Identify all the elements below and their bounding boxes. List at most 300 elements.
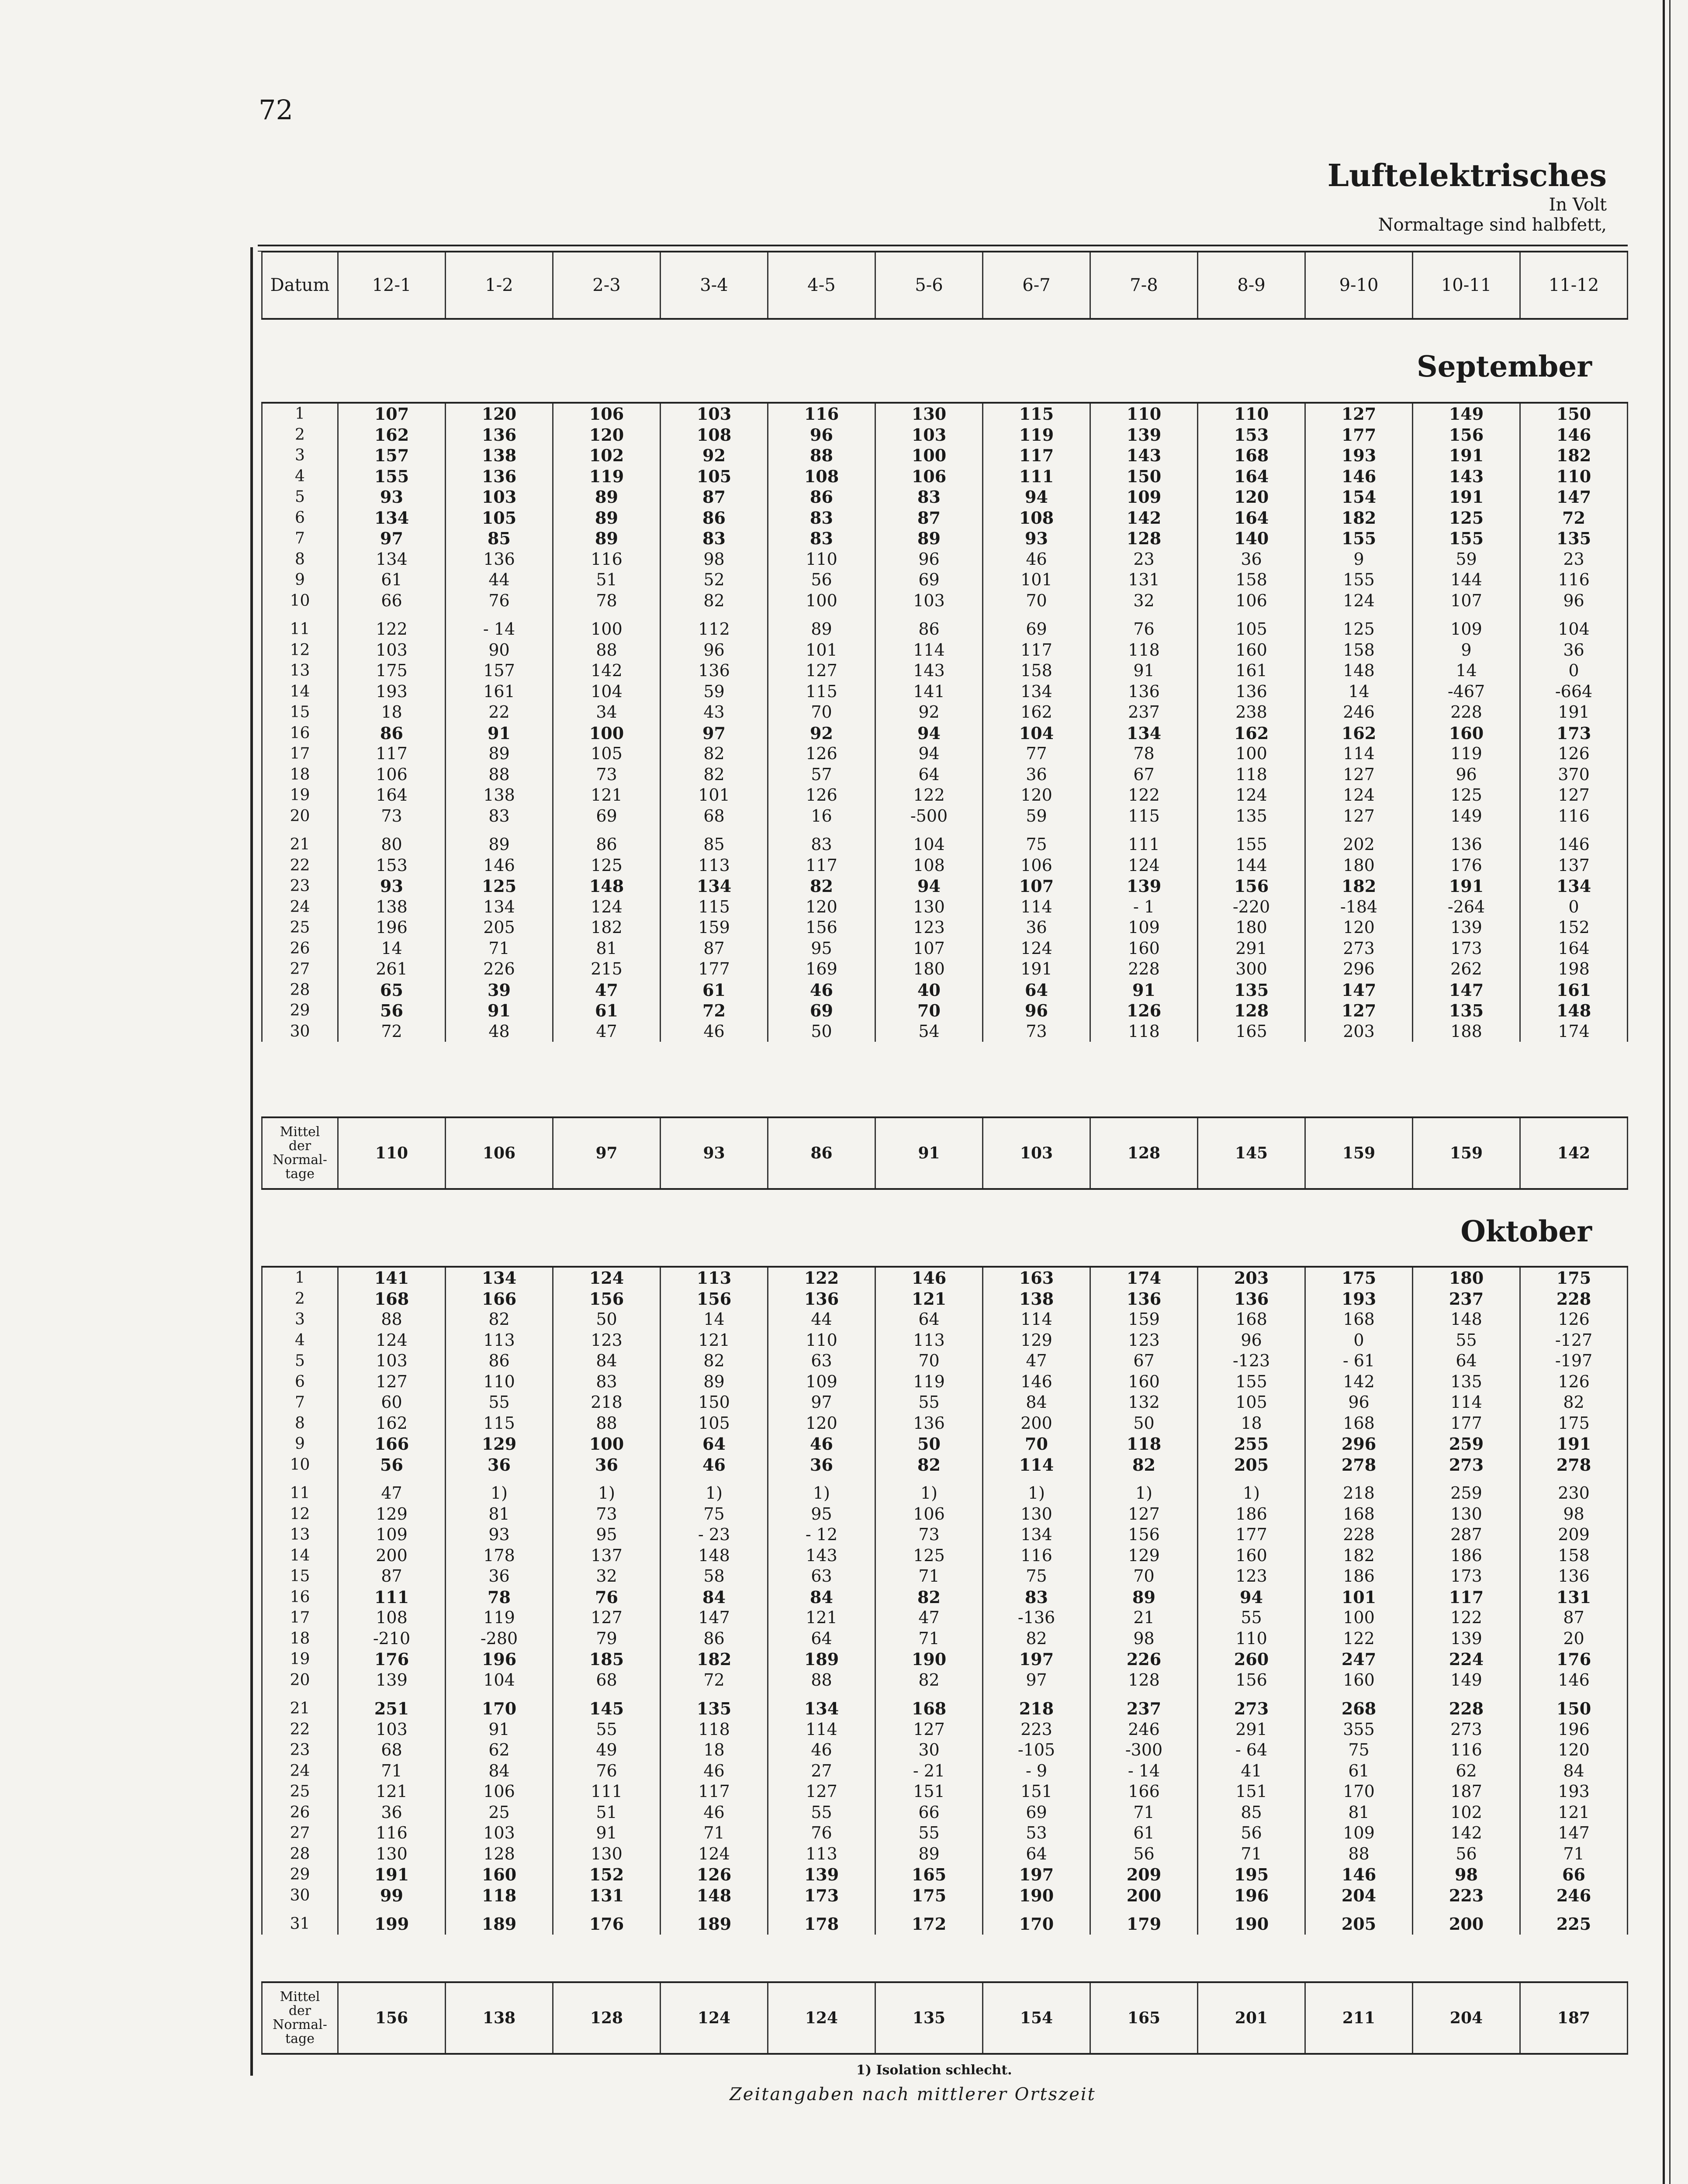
value-cell: 69 — [768, 1000, 875, 1021]
value-cell: 119 — [446, 1607, 553, 1628]
value-cell: 122 — [875, 785, 983, 806]
value-cell: 89 — [1090, 1587, 1198, 1608]
value-cell: 230 — [1520, 1483, 1628, 1504]
value-cell: 182 — [1305, 1545, 1413, 1566]
day-cell: 28 — [262, 980, 338, 1001]
value-cell: 156 — [1413, 425, 1520, 446]
value-cell: 34 — [553, 702, 661, 723]
value-cell: 161 — [446, 681, 553, 702]
value-cell: 104 — [1520, 619, 1628, 640]
value-cell: 146 — [1520, 834, 1628, 855]
value-cell: 84 — [983, 1392, 1090, 1413]
value-cell: 84 — [768, 1587, 875, 1608]
value-cell: 63 — [768, 1566, 875, 1587]
value-cell: 186 — [1305, 1566, 1413, 1587]
value-cell: 121 — [768, 1607, 875, 1628]
value-cell: 122 — [338, 619, 446, 640]
value-cell: 46 — [983, 549, 1090, 570]
table-left-rule — [250, 247, 253, 2076]
value-cell: 126 — [768, 743, 875, 764]
value-cell: 56 — [768, 570, 875, 591]
value-cell: 124 — [553, 1267, 661, 1289]
value-cell: 200 — [1413, 1914, 1520, 1935]
value-cell: 158 — [983, 660, 1090, 681]
value-cell: 151 — [875, 1781, 983, 1802]
value-cell: 69 — [553, 806, 661, 827]
value-cell: 89 — [446, 743, 553, 764]
value-cell: - 21 — [875, 1761, 983, 1782]
value-cell: 175 — [338, 660, 446, 681]
value-cell: 95 — [768, 938, 875, 959]
value-cell: 138 — [983, 1289, 1090, 1310]
value-cell: 1) — [1198, 1483, 1305, 1504]
mean-value-cell: 103 — [983, 1117, 1090, 1189]
normal-days-note: Normaltage sind halbfett, — [1378, 215, 1607, 235]
value-cell: 168 — [338, 1289, 446, 1310]
value-cell: 182 — [661, 1649, 768, 1670]
day-cell: 31 — [262, 1914, 338, 1935]
day-cell: 24 — [262, 897, 338, 918]
value-cell: 162 — [983, 702, 1090, 723]
page-title: Luftelektrisches — [1327, 157, 1607, 194]
table-row — [262, 1289, 1628, 1310]
value-cell: 14 — [1413, 660, 1520, 681]
value-cell: 89 — [553, 508, 661, 529]
mean-label-line: der — [288, 2003, 311, 2018]
value-cell: 127 — [768, 660, 875, 681]
footnote: 1) Isolation schlecht. — [856, 2063, 1012, 2078]
value-cell: 142 — [1413, 1823, 1520, 1844]
value-cell: 125 — [1305, 619, 1413, 640]
value-cell: 146 — [983, 1372, 1090, 1393]
value-cell: 128 — [446, 1844, 553, 1865]
value-cell: 131 — [553, 1885, 661, 1906]
day-cell: 10 — [262, 1455, 338, 1476]
value-cell: 153 — [1198, 425, 1305, 446]
mean-value-cell: 204 — [1413, 1982, 1520, 2054]
value-cell: 174 — [1090, 1267, 1198, 1289]
value-cell: 131 — [1090, 570, 1198, 591]
value-cell: 14 — [338, 938, 446, 959]
value-cell: 101 — [661, 785, 768, 806]
value-cell: 47 — [553, 1021, 661, 1042]
value-cell: 218 — [1305, 1483, 1413, 1504]
value-cell: 136 — [1520, 1566, 1628, 1587]
value-cell: 96 — [1198, 1330, 1305, 1351]
value-cell: 75 — [983, 1566, 1090, 1587]
value-cell: 159 — [1090, 1309, 1198, 1330]
value-cell: 238 — [1198, 702, 1305, 723]
value-cell: 191 — [1413, 487, 1520, 508]
value-cell: 129 — [1090, 1545, 1198, 1566]
value-cell: 67 — [1090, 764, 1198, 785]
table-row — [262, 1309, 1628, 1330]
day-cell: 2 — [262, 1289, 338, 1310]
value-cell: 104 — [983, 723, 1090, 744]
value-cell: 66 — [875, 1802, 983, 1823]
value-cell: 49 — [553, 1740, 661, 1761]
value-cell: 175 — [1520, 1267, 1628, 1289]
value-cell: 228 — [1520, 1289, 1628, 1310]
value-cell: 246 — [1090, 1719, 1198, 1740]
value-cell: 54 — [875, 1021, 983, 1042]
value-cell: 94 — [875, 723, 983, 744]
value-cell: 32 — [553, 1566, 661, 1587]
value-cell: 136 — [768, 1289, 875, 1310]
value-cell: 96 — [768, 425, 875, 446]
value-cell: 70 — [875, 1351, 983, 1372]
value-cell: 124 — [1090, 855, 1198, 876]
value-cell: 103 — [446, 487, 553, 508]
table-row — [262, 1021, 1628, 1042]
day-cell: 4 — [262, 1330, 338, 1351]
value-cell: 98 — [1090, 1628, 1198, 1649]
mean-value-cell: 110 — [338, 1117, 446, 1189]
value-cell: 156 — [1198, 876, 1305, 897]
value-cell: 85 — [661, 834, 768, 855]
value-cell: 101 — [983, 570, 1090, 591]
table-row — [262, 466, 1628, 487]
value-cell: 30 — [875, 1740, 983, 1761]
value-cell: 14 — [1305, 681, 1413, 702]
value-cell: 278 — [1520, 1455, 1628, 1476]
value-cell: 156 — [1198, 1670, 1305, 1691]
value-cell: 218 — [983, 1698, 1090, 1719]
table-row — [262, 1607, 1628, 1628]
value-cell: 23 — [1520, 549, 1628, 570]
value-cell: 86 — [338, 723, 446, 744]
value-cell: 116 — [1520, 570, 1628, 591]
value-cell: 9 — [1413, 640, 1520, 661]
value-cell: 149 — [1413, 1670, 1520, 1691]
value-cell: 56 — [338, 1000, 446, 1021]
mean-row — [262, 1982, 1628, 2054]
value-cell: 166 — [446, 1289, 553, 1310]
value-cell: 205 — [1305, 1914, 1413, 1935]
value-cell: 135 — [1413, 1000, 1520, 1021]
value-cell: 67 — [1090, 1351, 1198, 1372]
value-cell: 76 — [768, 1823, 875, 1844]
value-cell: 146 — [446, 855, 553, 876]
value-cell: 81 — [1305, 1802, 1413, 1823]
value-cell: - 23 — [661, 1524, 768, 1545]
hour-column-header: 12-1 — [338, 252, 446, 319]
value-cell: 135 — [1198, 806, 1305, 827]
value-cell: 27 — [768, 1761, 875, 1782]
value-cell: 103 — [446, 1823, 553, 1844]
value-cell: 110 — [446, 1372, 553, 1393]
value-cell: 106 — [875, 1504, 983, 1525]
value-cell: 95 — [768, 1504, 875, 1525]
value-cell: 177 — [661, 959, 768, 980]
value-cell: 118 — [446, 1885, 553, 1906]
value-cell: 176 — [338, 1649, 446, 1670]
value-cell: 209 — [1090, 1864, 1198, 1885]
value-cell: 191 — [1520, 702, 1628, 723]
value-cell: 71 — [446, 938, 553, 959]
value-cell: 88 — [768, 445, 875, 466]
value-cell: 80 — [338, 834, 446, 855]
value-cell: 55 — [446, 1392, 553, 1413]
mean-row-table — [261, 1981, 1628, 2055]
value-cell: 150 — [661, 1392, 768, 1413]
day-cell: 18 — [262, 1628, 338, 1649]
value-cell: 89 — [875, 528, 983, 549]
value-cell: 0 — [1520, 897, 1628, 918]
value-cell: 202 — [1305, 834, 1413, 855]
day-cell: 17 — [262, 743, 338, 764]
value-cell: 104 — [446, 1670, 553, 1691]
value-cell: 86 — [768, 487, 875, 508]
value-cell: - 14 — [446, 619, 553, 640]
mean-value-cell: 187 — [1520, 1982, 1628, 2054]
value-cell: 68 — [661, 806, 768, 827]
value-cell: 66 — [1520, 1864, 1628, 1885]
value-cell: 162 — [338, 1413, 446, 1434]
table-row — [262, 619, 1628, 640]
value-cell: 114 — [983, 897, 1090, 918]
value-cell: 46 — [768, 980, 875, 1001]
value-cell: 36 — [1520, 640, 1628, 661]
value-cell: 46 — [661, 1455, 768, 1476]
value-cell: 90 — [446, 640, 553, 661]
value-cell: 127 — [338, 1372, 446, 1393]
table-row — [262, 1844, 1628, 1865]
value-cell: 136 — [1090, 1289, 1198, 1310]
hour-column-header: 3-4 — [661, 252, 768, 319]
value-cell: 148 — [1305, 660, 1413, 681]
value-cell: 83 — [875, 487, 983, 508]
value-cell: 88 — [446, 764, 553, 785]
value-cell: 191 — [1520, 1434, 1628, 1455]
value-cell: 193 — [1305, 1289, 1413, 1310]
value-cell: 128 — [1090, 1670, 1198, 1691]
value-cell: 113 — [875, 1330, 983, 1351]
value-cell: 71 — [338, 1761, 446, 1782]
value-cell: 1) — [553, 1483, 661, 1504]
value-cell: 160 — [446, 1864, 553, 1885]
value-cell: 196 — [1520, 1719, 1628, 1740]
value-cell: 106 — [1198, 591, 1305, 612]
day-cell: 11 — [262, 1483, 338, 1504]
mean-value-cell: 128 — [553, 1982, 661, 2054]
value-cell: 109 — [768, 1372, 875, 1393]
value-cell: 228 — [1413, 1698, 1520, 1719]
table-row — [262, 487, 1628, 508]
value-cell: 273 — [1198, 1698, 1305, 1719]
value-cell: 143 — [875, 660, 983, 681]
value-cell: 70 — [875, 1000, 983, 1021]
value-cell: 165 — [1198, 1021, 1305, 1042]
day-cell: 26 — [262, 938, 338, 959]
value-cell: 168 — [1305, 1413, 1413, 1434]
value-cell: 146 — [1305, 1864, 1413, 1885]
value-cell: 62 — [446, 1740, 553, 1761]
value-cell: 111 — [553, 1781, 661, 1802]
day-cell: 11 — [262, 619, 338, 640]
value-cell: 163 — [983, 1267, 1090, 1289]
value-cell: 176 — [1520, 1649, 1628, 1670]
value-cell: 18 — [661, 1740, 768, 1761]
day-cell: 17 — [262, 1607, 338, 1628]
value-cell: 155 — [1198, 834, 1305, 855]
value-cell: 130 — [553, 1844, 661, 1865]
value-cell: 87 — [875, 508, 983, 529]
table-row — [262, 1372, 1628, 1393]
table-row — [262, 743, 1628, 764]
value-cell: 100 — [553, 619, 661, 640]
value-cell: 259 — [1413, 1434, 1520, 1455]
value-cell: 75 — [983, 834, 1090, 855]
value-cell: 168 — [875, 1698, 983, 1719]
value-cell: 155 — [1305, 570, 1413, 591]
day-cell: 15 — [262, 702, 338, 723]
value-cell: 64 — [1413, 1351, 1520, 1372]
value-cell: 123 — [875, 917, 983, 938]
value-cell: 134 — [768, 1698, 875, 1719]
day-cell: 7 — [262, 528, 338, 549]
value-cell: 103 — [661, 403, 768, 425]
value-cell: 82 — [875, 1587, 983, 1608]
value-cell: 147 — [1520, 487, 1628, 508]
value-cell: 116 — [768, 403, 875, 425]
value-cell: -467 — [1413, 681, 1520, 702]
value-cell: 93 — [983, 528, 1090, 549]
day-cell: 23 — [262, 876, 338, 897]
value-cell: 124 — [1305, 785, 1413, 806]
table-row — [262, 855, 1628, 876]
value-cell: 94 — [1198, 1587, 1305, 1608]
mean-value-cell: 138 — [446, 1982, 553, 2054]
value-cell: 124 — [1305, 591, 1413, 612]
table-row — [262, 1455, 1628, 1476]
value-cell: 155 — [1413, 528, 1520, 549]
value-cell: 176 — [1413, 855, 1520, 876]
value-cell: 195 — [1198, 1864, 1305, 1885]
value-cell: 107 — [875, 938, 983, 959]
value-cell: 87 — [661, 938, 768, 959]
value-cell: 71 — [1090, 1802, 1198, 1823]
value-cell: 46 — [661, 1021, 768, 1042]
day-cell: 21 — [262, 1698, 338, 1719]
value-cell: 110 — [768, 1330, 875, 1351]
value-cell: 103 — [338, 1351, 446, 1372]
value-cell: 55 — [1413, 1330, 1520, 1351]
table-row — [262, 425, 1628, 446]
value-cell: 36 — [446, 1455, 553, 1476]
value-cell: 296 — [1305, 959, 1413, 980]
hour-column-header: 8-9 — [1198, 252, 1305, 319]
value-cell: 83 — [446, 806, 553, 827]
value-cell: 144 — [1198, 855, 1305, 876]
value-cell: 180 — [1198, 917, 1305, 938]
value-cell: 136 — [1198, 1289, 1305, 1310]
value-cell: 91 — [446, 723, 553, 744]
value-cell: 182 — [1305, 508, 1413, 529]
value-cell: 199 — [338, 1914, 446, 1935]
value-cell: 126 — [768, 785, 875, 806]
table-row — [262, 508, 1628, 529]
value-cell: 115 — [768, 681, 875, 702]
value-cell: 187 — [1413, 1781, 1520, 1802]
value-cell: 50 — [875, 1434, 983, 1455]
value-cell: 36 — [446, 1566, 553, 1587]
value-cell: 56 — [1090, 1844, 1198, 1865]
value-cell: 247 — [1305, 1649, 1413, 1670]
value-cell: 93 — [338, 487, 446, 508]
value-cell: - 14 — [1090, 1761, 1198, 1782]
value-cell: 116 — [553, 549, 661, 570]
day-cell: 15 — [262, 1566, 338, 1587]
value-cell: 149 — [1413, 806, 1520, 827]
value-cell: 153 — [338, 855, 446, 876]
value-cell: 132 — [1090, 1392, 1198, 1413]
day-cell: 14 — [262, 681, 338, 702]
table-row — [262, 1566, 1628, 1587]
value-cell: 139 — [1413, 1628, 1520, 1649]
value-cell: 89 — [768, 619, 875, 640]
value-cell: 105 — [661, 1413, 768, 1434]
value-cell: 147 — [1520, 1823, 1628, 1844]
value-cell: 138 — [446, 445, 553, 466]
value-cell: 106 — [875, 466, 983, 487]
value-cell: 189 — [446, 1914, 553, 1935]
hour-column-header: 11-12 — [1520, 252, 1628, 319]
value-cell: 173 — [1520, 723, 1628, 744]
value-cell: 57 — [768, 764, 875, 785]
table-row — [262, 1864, 1628, 1885]
value-cell: 77 — [983, 743, 1090, 764]
value-cell: 1) — [983, 1483, 1090, 1504]
value-cell: 108 — [338, 1607, 446, 1628]
value-cell: 237 — [1413, 1289, 1520, 1310]
value-cell: 85 — [446, 528, 553, 549]
value-cell: 105 — [1198, 619, 1305, 640]
value-cell: 130 — [983, 1504, 1090, 1525]
value-cell: 151 — [1198, 1781, 1305, 1802]
value-cell: 150 — [1090, 466, 1198, 487]
value-cell: 110 — [1090, 403, 1198, 425]
value-cell: 147 — [1305, 980, 1413, 1001]
value-cell: 48 — [446, 1021, 553, 1042]
hour-column-header: 6-7 — [983, 252, 1090, 319]
value-cell: 59 — [661, 681, 768, 702]
value-cell: 200 — [1090, 1885, 1198, 1906]
value-cell: -184 — [1305, 897, 1413, 918]
value-cell: 109 — [1413, 619, 1520, 640]
date-column-header: Datum — [262, 252, 338, 319]
value-cell: 164 — [1198, 466, 1305, 487]
value-cell: -127 — [1520, 1330, 1628, 1351]
value-cell: 94 — [983, 487, 1090, 508]
value-cell: 115 — [661, 897, 768, 918]
value-cell: 72 — [661, 1000, 768, 1021]
value-cell: 260 — [1198, 1649, 1305, 1670]
table-row — [262, 917, 1628, 938]
value-cell: 23 — [1090, 549, 1198, 570]
value-cell: 36 — [983, 764, 1090, 785]
mean-label-line: Mittel — [280, 1124, 320, 1140]
value-cell: 60 — [338, 1392, 446, 1413]
value-cell: 88 — [768, 1670, 875, 1691]
value-cell: 61 — [553, 1000, 661, 1021]
value-cell: 223 — [983, 1719, 1090, 1740]
value-cell: 100 — [1305, 1607, 1413, 1628]
value-cell: 136 — [661, 660, 768, 681]
month-title: September — [1416, 349, 1592, 384]
value-cell: 148 — [1413, 1309, 1520, 1330]
value-cell: 116 — [338, 1823, 446, 1844]
